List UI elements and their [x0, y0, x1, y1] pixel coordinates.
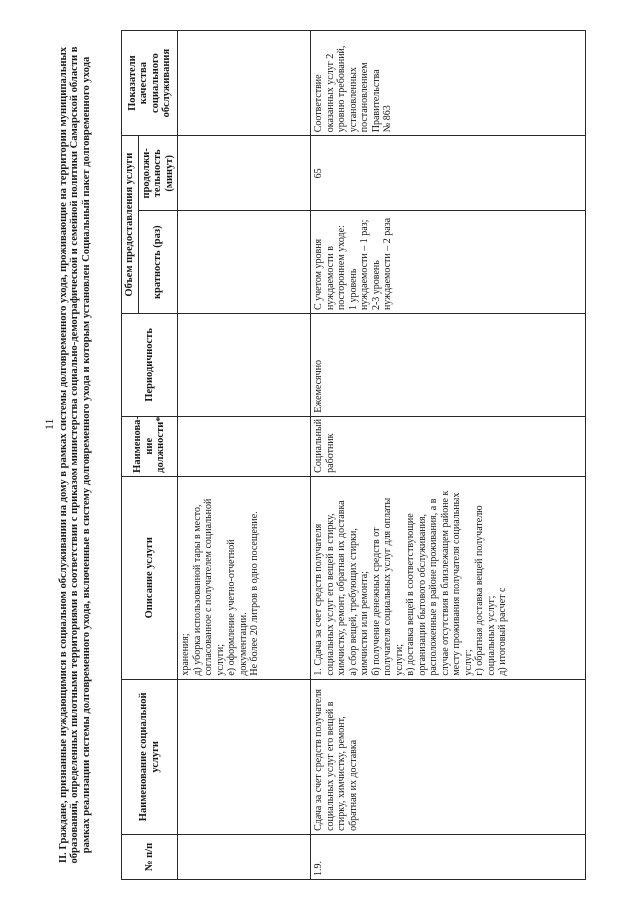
header-service-name: Наименование социальной услуги — [122, 679, 178, 834]
table-header-row-1 — [122, 31, 139, 880]
multiplicity-line: 1 уровень нуждаемости – 1 раз; — [347, 219, 370, 311]
description-line: г) обратная доставка вещей получателю социальных услуг; — [474, 505, 497, 676]
section-heading: II. Граждане, признанные нуждающимися в социальном обслуживании на дому в рамках системы долговременного ухода, проживающие на территории муниципальных образований, определенных пилотными территориями в соответствии с приказом министерства социально-демографической и семейной политики Самарской области в рамках реализации системы долговременного ухода, включенные в систему долговременного ухода и которым установлен Социальный пакет долговременного ухода — [58, 46, 92, 864]
header-quality: Показатели качества социального обслуживания — [122, 31, 178, 136]
rotated-page-content — [58, 30, 623, 880]
multiplicity-line: С учетом уровня нуждаемости в постороннем уходе: — [313, 225, 347, 311]
description-line: хранения; — [180, 633, 191, 676]
cell-description — [178, 476, 311, 679]
header-description: Описание услуги — [122, 476, 178, 679]
cell-periodicity — [178, 314, 311, 417]
cell-position — [178, 416, 311, 476]
description-line: 1. Сдача за счет средств получателя социальных услуг его вещей в стирку, химчистку, ремонт, обратная их доставка — [313, 500, 347, 676]
header-volume-group: Объем предоставления услуги — [122, 136, 139, 314]
description-line: Не более 20 литров в одно посещение. — [249, 511, 260, 676]
cell-name: Сдача за счет средств получателя социальных услуг его вещей в стирку, химчистку, ремонт, обратная их доставка — [311, 679, 586, 834]
cell-multiplicity — [178, 211, 311, 314]
cell-multiplicity — [311, 211, 586, 314]
cell-periodicity: Ежемесячно — [311, 314, 586, 417]
header-position: Наименова-ние должности* — [122, 416, 178, 476]
cell-num: 1.9. — [311, 834, 586, 879]
services-table — [121, 30, 586, 880]
description-line: е) оформление учетно-отчетной документации. — [226, 539, 249, 676]
quality-line: Соответствие оказанных услуг 2 уровню требований, установленных постановлением Правительства — [313, 45, 382, 133]
header-duration: продолжи-тельность (минут) — [138, 136, 178, 211]
table-row-continuation — [178, 31, 311, 880]
cell-description — [311, 476, 586, 679]
cell-quality — [311, 31, 586, 136]
page-number: 11 — [42, 418, 56, 430]
header-num: № п/п — [122, 834, 178, 879]
cell-duration: 65 — [311, 136, 586, 211]
description-line: б) получение денежных средств от получателя социальных услуг для оплаты услуги; — [370, 497, 405, 676]
description-line: в) доставка вещей в соответствующие организации бытового обслуживания, расположенные в районе проживания, а в случае отсутствия в близлежащем районе к месту проживания получателя социальных услуг; — [405, 490, 474, 676]
description-line: а) сбор вещей, требующих стирки, химчистки или ремонта; — [347, 528, 370, 676]
description-line: д) итоговый расчет с — [497, 587, 508, 676]
quality-line: № 863 — [382, 105, 393, 133]
cell-duration — [178, 136, 311, 211]
cell-quality — [178, 31, 311, 136]
header-multiplicity: кратность (раз) — [138, 211, 178, 314]
cell-position: Социальный работник — [311, 416, 586, 476]
cell-name — [178, 679, 311, 834]
description-line: д) уборка использованной тары в место, согласованное с получателем социальной услуги; — [191, 498, 226, 676]
table-row-1-9 — [311, 31, 586, 880]
multiplicity-line: 2-3 уровень нуждаемости – 2 раза — [370, 217, 393, 311]
header-periodicity: Периодичность — [122, 314, 178, 417]
cell-num — [178, 834, 311, 879]
